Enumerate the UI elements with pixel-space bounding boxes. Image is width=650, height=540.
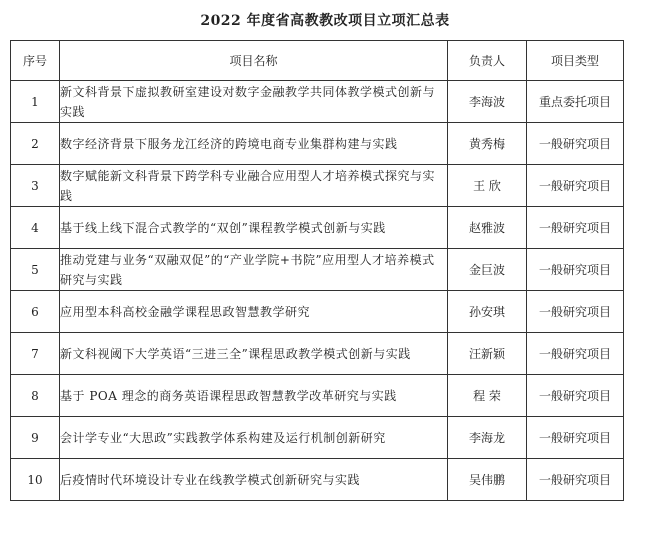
- row-number: 9: [11, 417, 60, 459]
- table-row: [11, 459, 624, 501]
- table-row: [11, 207, 624, 249]
- table-row: [11, 375, 624, 417]
- project-name: 新文科视阈下大学英语“三进三全”课程思政教学模式创新与实践: [60, 333, 448, 375]
- project-type: 一般研究项目: [527, 459, 624, 501]
- header-owner: 负责人: [448, 41, 527, 81]
- project-type: 一般研究项目: [527, 207, 624, 249]
- project-owner: 吴伟鹏: [448, 459, 527, 501]
- table-row: [11, 81, 624, 123]
- table-row: [11, 123, 624, 165]
- project-owner: 孙安琪: [448, 291, 527, 333]
- row-number: 7: [11, 333, 60, 375]
- project-name: 数字赋能新文科背景下跨学科专业融合应用型人才培养模式探究与实践: [60, 165, 448, 207]
- row-number: 2: [11, 123, 60, 165]
- row-number: 4: [11, 207, 60, 249]
- project-owner: 王 欣: [448, 165, 527, 207]
- table-row: [11, 333, 624, 375]
- row-number: 5: [11, 249, 60, 291]
- row-number: 3: [11, 165, 60, 207]
- project-name: 应用型本科高校金融学课程思政智慧教学研究: [60, 291, 448, 333]
- header-row: [11, 41, 624, 81]
- table-body: [11, 81, 624, 501]
- project-type: 一般研究项目: [527, 249, 624, 291]
- row-number: 10: [11, 459, 60, 501]
- project-name: 会计学专业“大思政”实践教学体系构建及运行机制创新研究: [60, 417, 448, 459]
- header-name: 项目名称: [60, 41, 448, 81]
- project-owner: 赵雅波: [448, 207, 527, 249]
- project-type: 重点委托项目: [527, 81, 624, 123]
- project-name: 数字经济背景下服务龙江经济的跨境电商专业集群构建与实践: [60, 123, 448, 165]
- header-no: 序号: [11, 41, 60, 81]
- project-type: 一般研究项目: [527, 417, 624, 459]
- project-type: 一般研究项目: [527, 375, 624, 417]
- project-owner: 李海波: [448, 81, 527, 123]
- table-row: [11, 249, 624, 291]
- row-number: 6: [11, 291, 60, 333]
- table-row: [11, 291, 624, 333]
- row-number: 1: [11, 81, 60, 123]
- project-owner: 李海龙: [448, 417, 527, 459]
- table-row: [11, 165, 624, 207]
- project-owner: 金巨波: [448, 249, 527, 291]
- project-name: 基于 POA 理念的商务英语课程思政智慧教学改革研究与实践: [60, 375, 448, 417]
- project-owner: 汪新颖: [448, 333, 527, 375]
- header-type: 项目类型: [527, 41, 624, 81]
- row-number: 8: [11, 375, 60, 417]
- project-owner: 黄秀梅: [448, 123, 527, 165]
- project-name: 新文科背景下虚拟教研室建设对数字金融教学共同体教学模式创新与实践: [60, 81, 448, 123]
- project-name: 基于线上线下混合式教学的“双创”课程教学模式创新与实践: [60, 207, 448, 249]
- table-row: [11, 417, 624, 459]
- project-type: 一般研究项目: [527, 291, 624, 333]
- table-header: [11, 41, 624, 81]
- project-summary-table: [10, 40, 624, 501]
- project-type: 一般研究项目: [527, 123, 624, 165]
- project-type: 一般研究项目: [527, 333, 624, 375]
- project-name: 推动党建与业务“双融双促”的“产业学院+书院”应用型人才培养模式研究与实践: [60, 249, 448, 291]
- project-type: 一般研究项目: [527, 165, 624, 207]
- project-name: 后疫情时代环境设计专业在线教学模式创新研究与实践: [60, 459, 448, 501]
- project-owner: 程 荣: [448, 375, 527, 417]
- document-title: 2022 年度省高教教改项目立项汇总表: [200, 13, 450, 29]
